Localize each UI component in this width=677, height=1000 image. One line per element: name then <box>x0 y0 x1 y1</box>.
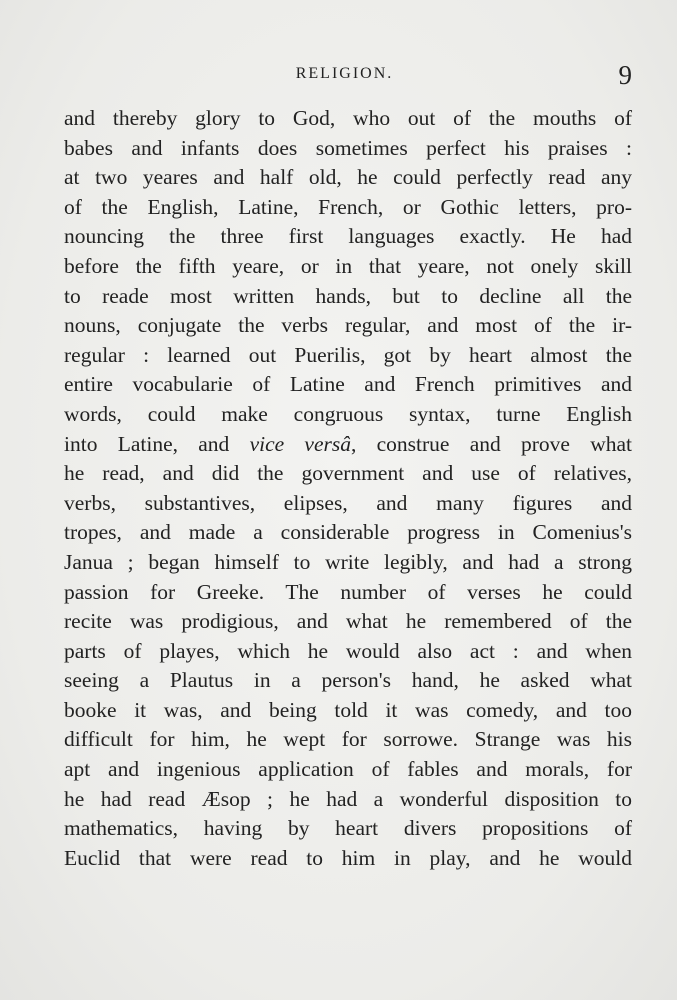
italic-phrase: vice versâ <box>249 431 351 456</box>
text-line: apt and ingenious application of fables and morals, for <box>64 757 632 782</box>
text-line: and thereby glory to God, who out of the mouths of <box>64 106 632 130</box>
text-line: parts of playes, which he would also act : and when <box>64 638 632 663</box>
body-text <box>64 104 632 873</box>
text-line: tropes, and made a considerable progress in Comenius's <box>64 520 632 545</box>
text-line: at two yeares and half old, he could perfectly read any <box>64 165 632 190</box>
text-line: regular : learned out Puerilis, got by heart almost the <box>64 342 632 367</box>
text-line: he read, and did the government and use of relatives, <box>64 461 632 486</box>
text-line: Euclid that were read to him in play, and he would <box>64 845 632 870</box>
text-line: nouncing the three first languages exactly. He had <box>64 224 632 249</box>
chapter-title: RELIGION. <box>295 65 394 82</box>
text-line: nouns, conjugate the verbs regular, and most of the ir- <box>64 313 632 338</box>
text-line: booke it was, and being told it was comedy, and too <box>64 697 632 722</box>
text-line: to reade most written hands, but to decline all the <box>64 283 632 308</box>
running-head <box>0 60 677 96</box>
text-line: seeing a Plautus in a person's hand, he asked what <box>64 668 632 693</box>
text-line: verbs, substantives, elipses, and many figures and <box>64 490 632 515</box>
text-line: babes and infants does sometimes perfect his praises : <box>64 135 632 160</box>
text-line: he had read Æsop ; he had a wonderful disposition to <box>64 786 632 811</box>
text-line: entire vocabularie of Latine and French primitives and <box>64 372 632 397</box>
text-line-with-italic <box>64 430 632 460</box>
text-line: Janua ; began himself to write legibly, and had a strong <box>64 549 632 574</box>
text-segment: into Latine, and <box>64 431 230 456</box>
text-line: mathematics, having by heart divers propositions of <box>64 816 632 841</box>
page-number: 9 <box>618 60 632 90</box>
text-line: difficult for him, he wept for sorrowe. Strange was his <box>64 727 632 752</box>
text-line: before the fifth yeare, or in that yeare, not onely skill <box>64 253 632 278</box>
text-line: words, could make congruous syntax, turne English <box>64 401 632 426</box>
text-line: recite was prodigious, and what he remembered of the <box>64 609 632 634</box>
text-segment: , construe and prove what <box>351 431 633 456</box>
text-line: passion for Greeke. The number of verses he could <box>64 579 632 604</box>
text-line: of the English, Latine, French, or Gothic letters, pro- <box>64 194 632 219</box>
